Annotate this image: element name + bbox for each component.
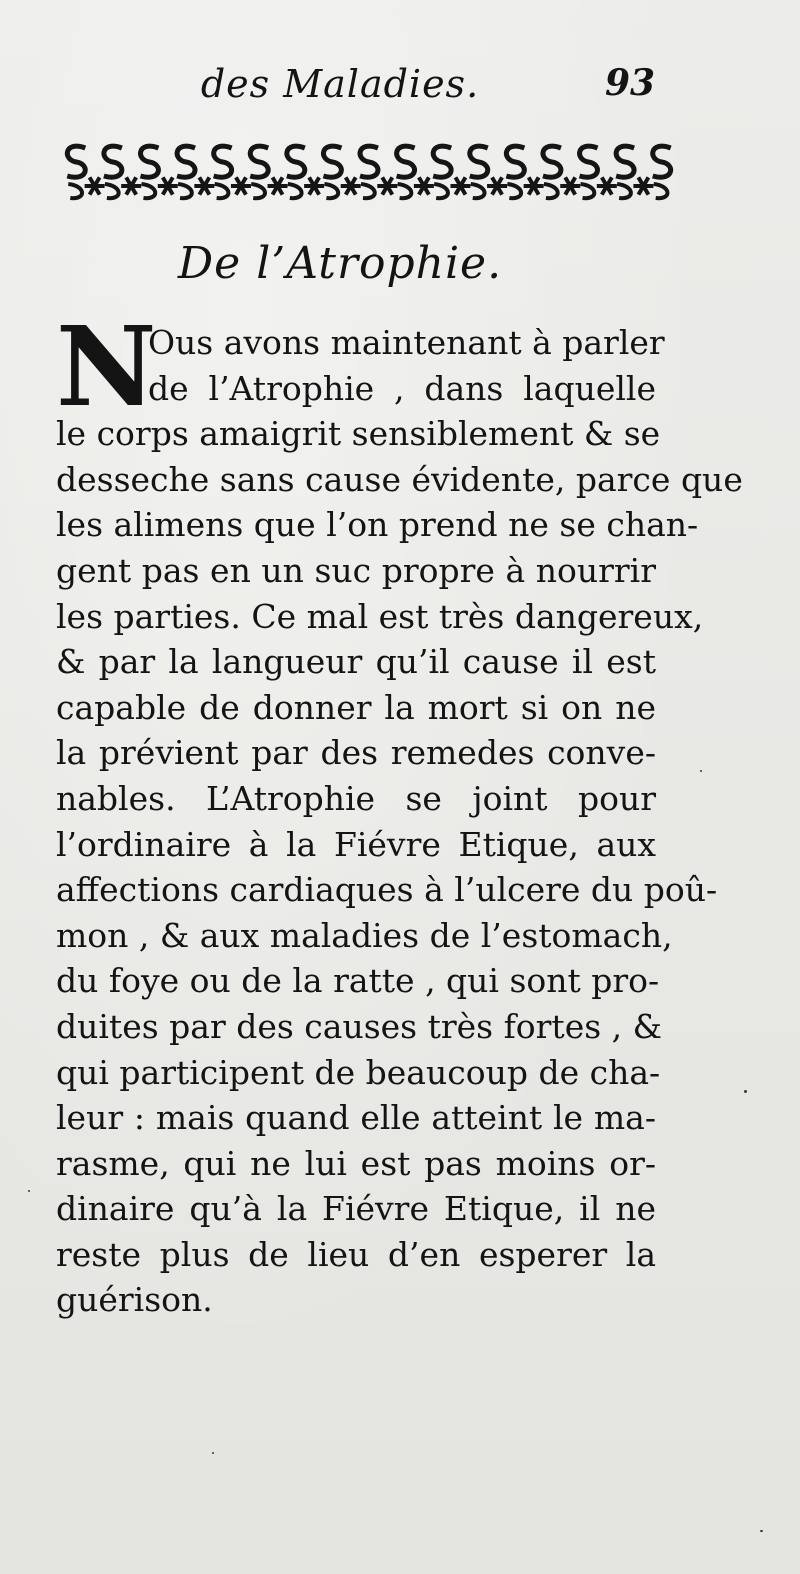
ornament-fleuron [250, 146, 287, 198]
body-paragraph [56, 302, 743, 1323]
text-line: affections cardiaques à l’ulcere du poû- [56, 870, 718, 910]
ornament-fleuron [177, 146, 214, 198]
text-line: de l’Atrophie , dans laquelle [148, 368, 656, 408]
text-line: qui participent de beaucoup de cha- [56, 1052, 661, 1092]
text-line: la prévient par des remedes conve- [56, 733, 656, 773]
text-line: le corps amaigrit sensiblement & se [56, 414, 661, 454]
ornament-fleuron [470, 146, 507, 198]
text-line: l’ordinaire à la Fiévre Etique, aux [56, 824, 656, 864]
ornament-fleuron [323, 146, 360, 198]
text-line: rasme, qui ne lui est pas moins or- [56, 1143, 656, 1183]
ornament-fleuron [616, 146, 653, 198]
ornamental-band [58, 138, 680, 204]
ornament-fleuron [67, 146, 104, 198]
text-line: Ous avons maintenant à parler [148, 323, 665, 362]
text-line: gent pas en un suc propre à nourrir [56, 550, 656, 590]
ornament-fleuron [140, 146, 177, 198]
text-line: du foye ou de la ratte , qui sont pro- [56, 961, 660, 1001]
ornament-fleuron [653, 146, 671, 198]
text-line: guérison. [56, 1280, 213, 1320]
text-line: & par la langueur qu’il cause il est [56, 642, 656, 682]
ornament-fleuron [580, 146, 617, 198]
text-line: mon , & aux maladies de l’estomach, [56, 915, 673, 955]
ornament-fleuron [214, 146, 251, 198]
ornament-fleuron [506, 146, 543, 198]
running-title: des Maladies. [200, 62, 480, 106]
ornament-fleuron [433, 146, 470, 198]
ornament-fleuron [360, 146, 397, 198]
running-head [0, 62, 800, 112]
text-line: duites par des causes très fortes , & [56, 1006, 663, 1046]
text-line: nables. L’Atrophie se joint pour [56, 778, 656, 818]
ornament-fleuron [543, 146, 580, 198]
text-line: les parties. Ce mal est très dangereux, [56, 596, 704, 636]
ornament-fleuron [104, 146, 141, 198]
text-line: capable de donner la mort si on ne [56, 687, 656, 727]
chapter-title: De l’Atrophie. [177, 238, 503, 289]
text-line: reste plus de lieu d’en esperer la [56, 1234, 656, 1274]
ornament-fleuron [287, 146, 324, 198]
ornament-fleuron [397, 146, 434, 198]
text-line: dinaire qu’à la Fiévre Etique, il ne [56, 1189, 656, 1229]
drop-cap: N [56, 302, 157, 431]
text-line: leur : mais quand elle atteint le ma- [56, 1098, 656, 1138]
text-line: desseche sans cause évidente, parce que [56, 459, 743, 499]
text-line: les alimens que l’on prend ne se chan- [56, 505, 699, 545]
page-number: 93 [605, 62, 656, 104]
